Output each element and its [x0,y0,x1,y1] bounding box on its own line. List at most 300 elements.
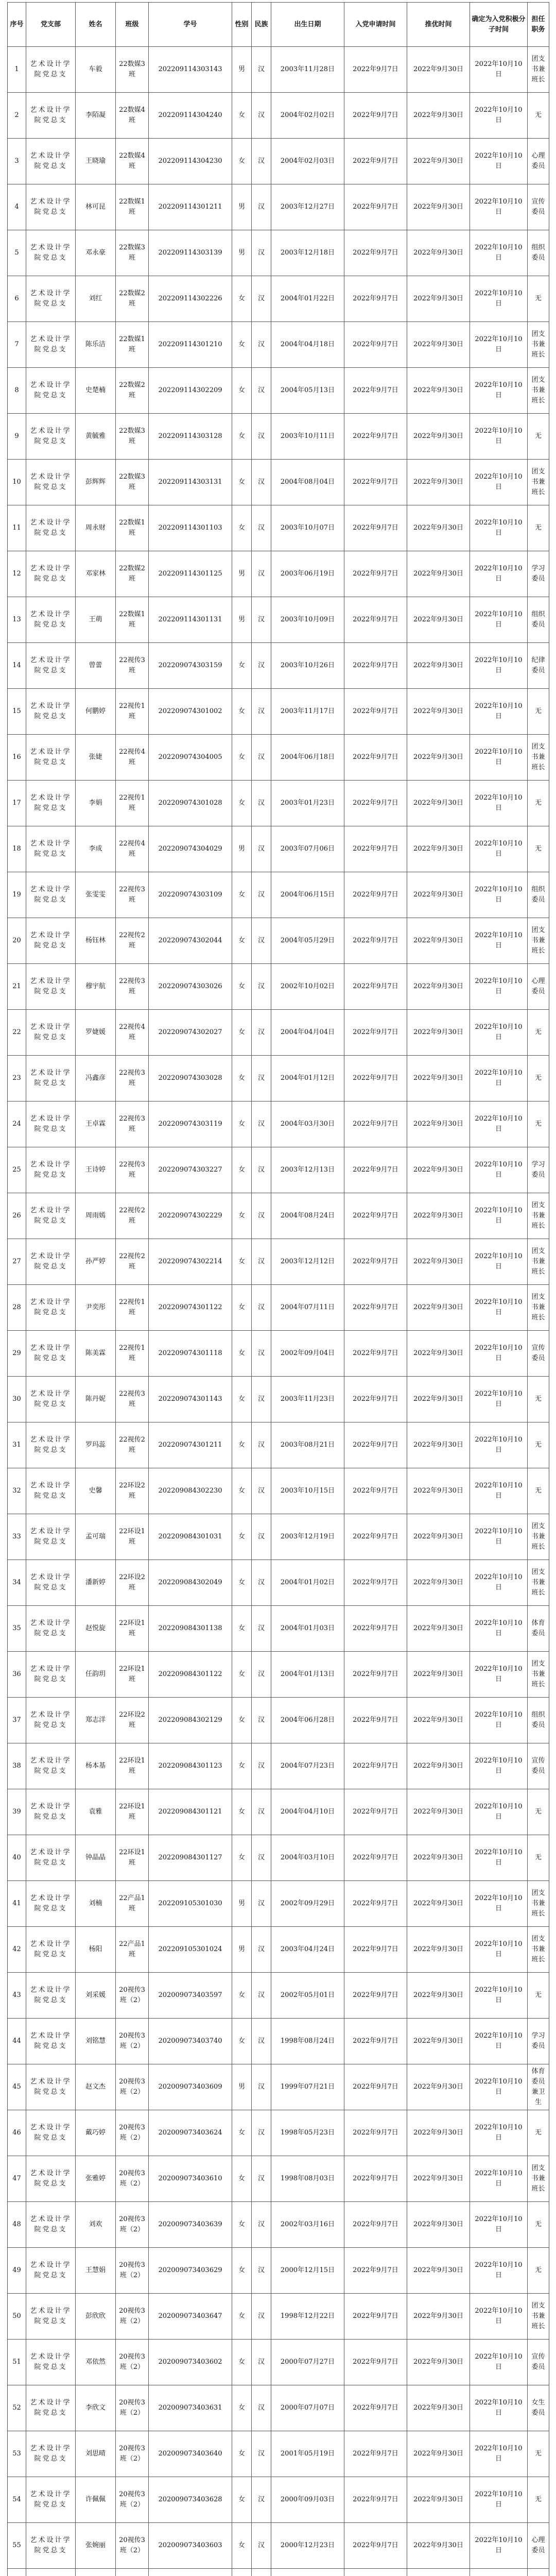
cell-apply-date: 2022年9月7日 [344,414,407,460]
cell-branch: 艺术设计学院党总支 [26,643,76,689]
cell-role: 团支书兼班长 [528,47,549,93]
cell-name: 刘红 [76,276,116,322]
cell-branch: 艺术设计学院党总支 [26,1560,76,1606]
cell-activist-date: 2022年9月30日 [407,1835,470,1881]
cell-activist-date: 2022年9月30日 [407,1606,470,1652]
cell-birth: 2003年06月19日 [271,551,344,597]
cell-gender: 女 [232,2523,252,2569]
cell-student-id: 202209074302027 [149,1010,232,1056]
cell-no: 8 [8,368,26,414]
cell-student-id: 202009073403647 [149,2294,232,2340]
cell-develop-date: 2022年10月10日 [470,597,528,643]
cell-develop-date: 2022年10月10日 [470,1698,528,1743]
cell-activist-date: 2022年9月30日 [407,2064,470,2110]
cell-branch: 艺术设计学院党总支 [26,597,76,643]
cell-role: 团支书兼班长 [528,1285,549,1331]
cell-ethnicity: 汉 [252,505,271,551]
cell-birth: 1998年12月22日 [271,2294,344,2340]
cell-name: 张婕 [76,735,116,781]
cell-student-id: 202009073403639 [149,2202,232,2248]
cell-role: 团支书兼班长 [528,368,549,414]
cell-birth: 2004年04月18日 [271,322,344,368]
cell-develop-date: 2022年10月10日 [470,2202,528,2248]
cell-activist-date: 2022年9月30日 [407,2477,470,2523]
cell-birth: 2004年06月18日 [271,735,344,781]
cell-gender [232,2569,252,2576]
cell-gender: 男 [232,47,252,93]
cell-ethnicity: 汉 [252,2340,271,2385]
cell-no: 49 [8,2248,26,2294]
cell-role: 团支书兼班长 [528,2156,549,2202]
cell-name: 任韵玥 [76,1652,116,1698]
cell-activist-date: 2022年9月30日 [407,1468,470,1514]
cell-gender: 女 [232,964,252,1010]
cell-develop-date: 2022年10月10日 [470,1331,528,1377]
cell-no: 15 [8,689,26,735]
cell-gender: 男 [232,2064,252,2110]
cell-activist-date: 2022年9月30日 [407,1514,470,1560]
cell-name: 穆宇航 [76,964,116,1010]
cell-gender: 女 [232,643,252,689]
cell-student-id: 202209114301131 [149,597,232,643]
cell-ethnicity: 汉 [252,1789,271,1835]
cell-student-id: 202209074301028 [149,781,232,826]
cell-no: 34 [8,1560,26,1606]
cell-class: 20视传3班（2） [116,2385,149,2431]
cell-develop-date: 2022年10月10日 [470,2064,528,2110]
cell-apply-date: 2022年9月7日 [344,505,407,551]
cell-develop-date: 2022年10月10日 [470,1743,528,1789]
cell-develop-date: 2022年10月10日 [470,1560,528,1606]
cell-name [76,2569,116,2576]
cell-ethnicity: 汉 [252,1560,271,1606]
cell-ethnicity: 汉 [252,230,271,276]
cell-birth: 2003年04月24日 [271,1927,344,1973]
cell-branch: 艺术设计学院党总支 [26,1331,76,1377]
cell-develop-date [470,2569,528,2576]
cell-no: 26 [8,1193,26,1239]
cell-birth: 2003年11月28日 [271,47,344,93]
cell-branch: 艺术设计学院党总支 [26,276,76,322]
cell-class: 22环设1班 [116,1789,149,1835]
cell-branch: 艺术设计学院党总支 [26,1010,76,1056]
cell-name: 张雯雯 [76,872,116,918]
cell-gender: 女 [232,368,252,414]
cell-develop-date: 2022年10月10日 [470,139,528,184]
cell-branch: 艺术设计学院党总支 [26,2431,76,2477]
cell-no: 46 [8,2110,26,2156]
cell-gender: 女 [232,1973,252,2019]
cell-class: 22数媒1班 [116,505,149,551]
cell-branch: 艺术设计学院党总支 [26,2202,76,2248]
cell-activist-date: 2022年9月30日 [407,1789,470,1835]
table-row [8,460,549,505]
cell-gender: 女 [232,2156,252,2202]
cell-activist-date: 2022年9月30日 [407,2523,470,2569]
cell-apply-date: 2022年9月7日 [344,2294,407,2340]
cell-apply-date: 2022年9月7日 [344,1743,407,1789]
table-row [8,2385,549,2431]
cell-branch: 艺术设计学院党总支 [26,184,76,230]
cell-class: 20视传3班（2） [116,2477,149,2523]
cell-no: 42 [8,1927,26,1973]
cell-class: 20视传3班（2） [116,2523,149,2569]
cell-apply-date: 2022年9月7日 [344,1881,407,1927]
cell-apply-date: 2022年9月7日 [344,872,407,918]
cell-role [528,2569,549,2576]
cell-activist-date: 2022年9月30日 [407,781,470,826]
cell-activist-date: 2022年9月30日 [407,643,470,689]
cell-class: 22数媒3班 [116,47,149,93]
cell-activist-date: 2022年9月30日 [407,1927,470,1973]
cell-branch: 艺术设计学院党总支 [26,1835,76,1881]
cell-ethnicity: 汉 [252,139,271,184]
cell-class: 22数媒1班 [116,184,149,230]
cell-role: 无 [528,1377,549,1422]
cell-student-id: 202209114301103 [149,505,232,551]
cell-develop-date: 2022年10月10日 [470,643,528,689]
cell-student-id: 202209074303159 [149,643,232,689]
cell-ethnicity: 汉 [252,1973,271,2019]
cell-ethnicity: 汉 [252,2202,271,2248]
cell-class: 22数媒4班 [116,139,149,184]
cell-role: 团支书兼班长 [528,1239,549,1285]
cell-branch: 艺术设计学院党总支 [26,1743,76,1789]
cell-activist-date: 2022年9月30日 [407,735,470,781]
cell-apply-date: 2022年9月7日 [344,2477,407,2523]
cell-ethnicity: 汉 [252,551,271,597]
cell-student-id: 202209114301210 [149,322,232,368]
cell-ethnicity: 汉 [252,93,271,139]
cell-class: 22视传2班 [116,1422,149,1468]
cell-activist-date: 2022年9月30日 [407,1331,470,1377]
cell-develop-date: 2022年10月10日 [470,2156,528,2202]
cell-apply-date: 2022年9月7日 [344,460,407,505]
cell-class: 22数媒2班 [116,551,149,597]
table-row [8,872,549,918]
cell-activist-date: 2022年9月30日 [407,1010,470,1056]
cell-activist-date: 2022年9月30日 [407,47,470,93]
cell-develop-date: 2022年10月10日 [470,2019,528,2064]
cell-student-id: 202209084301122 [149,1652,232,1698]
cell-birth: 2003年10月15日 [271,1468,344,1514]
cell-apply-date: 2022年9月7日 [344,1468,407,1514]
cell-class: 22产品1班 [116,1881,149,1927]
cell-gender: 女 [232,2294,252,2340]
cell-role: 心理委员 [528,2523,549,2569]
cell-class: 22视传1班 [116,781,149,826]
cell-name: 刘楠 [76,1881,116,1927]
cell-gender: 男 [232,230,252,276]
cell-gender: 女 [232,1743,252,1789]
cell-name: 罗玛蕊 [76,1422,116,1468]
cell-apply-date: 2022年9月7日 [344,735,407,781]
cell-student-id: 202009073403602 [149,2340,232,2385]
cell-ethnicity: 汉 [252,1193,271,1239]
cell-apply-date: 2022年9月7日 [344,1606,407,1652]
cell-name: 李陌凝 [76,93,116,139]
cell-apply-date: 2022年9月7日 [344,1147,407,1193]
cell-develop-date: 2022年10月10日 [470,322,528,368]
table-row [8,1101,549,1147]
cell-birth: 2002年05月01日 [271,1973,344,2019]
cell-role: 无 [528,2477,549,2523]
cell-birth: 2002年09月29日 [271,1881,344,1927]
cell-no: 41 [8,1881,26,1927]
cell-apply-date: 2022年9月7日 [344,1285,407,1331]
cell-branch: 艺术设计学院党总支 [26,322,76,368]
cell-no: 21 [8,964,26,1010]
cell-ethnicity: 汉 [252,1652,271,1698]
cell-role: 组织委员 [528,872,549,918]
cell-gender: 男 [232,1881,252,1927]
cell-birth: 2004年05月13日 [271,368,344,414]
table-row [8,276,549,322]
cell-develop-date: 2022年10月10日 [470,1056,528,1101]
cell-student-id: 202209084301121 [149,1789,232,1835]
cell-birth [271,2569,344,2576]
table-row [8,368,549,414]
cell-apply-date: 2022年9月7日 [344,322,407,368]
cell-student-id: 202209074301118 [149,1331,232,1377]
table-row [8,505,549,551]
cell-develop-date: 2022年10月10日 [470,414,528,460]
cell-ethnicity: 汉 [252,826,271,872]
cell-gender: 女 [232,1422,252,1468]
cell-birth: 1998年05月23日 [271,2110,344,2156]
cell-no: 5 [8,230,26,276]
cell-activist-date: 2022年9月30日 [407,1698,470,1743]
cell-birth: 2004年01月02日 [271,1560,344,1606]
cell-no: 2 [8,93,26,139]
header-gender: 性别 [232,3,252,47]
cell-no: 20 [8,918,26,964]
cell-apply-date: 2022年9月7日 [344,643,407,689]
cell-develop-date: 2022年10月10日 [470,505,528,551]
cell-birth: 1999年07月21日 [271,2064,344,2110]
cell-no: 9 [8,414,26,460]
cell-birth: 2004年06月28日 [271,1698,344,1743]
cell-class: 20视传3班（2） [116,2064,149,2110]
table-row [8,1468,549,1514]
cell-apply-date: 2022年9月7日 [344,276,407,322]
cell-ethnicity: 汉 [252,1056,271,1101]
cell-branch: 艺术设计学院党总支 [26,505,76,551]
cell-activist-date: 2022年9月30日 [407,139,470,184]
table-row [8,2156,549,2202]
cell-no: 22 [8,1010,26,1056]
cell-develop-date: 2022年10月10日 [470,689,528,735]
cell-no: 25 [8,1147,26,1193]
cell-branch: 艺术设计学院党总支 [26,1422,76,1468]
cell-develop-date: 2022年10月10日 [470,781,528,826]
table-row [8,643,549,689]
cell-gender: 女 [232,139,252,184]
cell-activist-date: 2022年9月30日 [407,1652,470,1698]
cell-apply-date: 2022年9月7日 [344,551,407,597]
cell-ethnicity: 汉 [252,2064,271,2110]
cell-class: 22环设1班 [116,1514,149,1560]
cell-apply-date: 2022年9月7日 [344,368,407,414]
cell-gender: 女 [232,1239,252,1285]
cell-activist-date: 2022年9月30日 [407,414,470,460]
cell-branch: 艺术设计学院党总支 [26,1056,76,1101]
cell-develop-date: 2022年10月10日 [470,47,528,93]
cell-branch: 艺术设计学院党总支 [26,1468,76,1514]
cell-ethnicity: 汉 [252,276,271,322]
cell-student-id: 202209114304240 [149,93,232,139]
table-row [8,1789,549,1835]
cell-activist-date: 2022年9月30日 [407,2248,470,2294]
cell-activist-date: 2022年9月30日 [407,964,470,1010]
cell-class: 22视传2班 [116,1193,149,1239]
table-row [8,1606,549,1652]
cell-name: 张婉丽 [76,2523,116,2569]
cell-role: 团支书兼班长 [528,1193,549,1239]
cell-ethnicity: 汉 [252,1010,271,1056]
cell-role: 无 [528,2431,549,2477]
cell-ethnicity: 汉 [252,1147,271,1193]
cell-branch: 艺术设计学院党总支 [26,414,76,460]
cell-student-id: 202209114303131 [149,460,232,505]
cell-ethnicity: 汉 [252,322,271,368]
cell-develop-date: 2022年10月10日 [470,1973,528,2019]
cell-student-id: 202209074302044 [149,918,232,964]
cell-apply-date: 2022年9月7日 [344,781,407,826]
cell-apply-date: 2022年9月7日 [344,184,407,230]
cell-class: 22环设2班 [116,1698,149,1743]
table-row [8,1927,549,1973]
header-student-id: 学号 [149,3,232,47]
cell-branch: 艺术设计学院党总支 [26,872,76,918]
table-row [8,1698,549,1743]
cell-birth: 2001年05月19日 [271,2431,344,2477]
cell-branch: 艺术设计学院党总支 [26,1789,76,1835]
cell-develop-date: 2022年10月10日 [470,184,528,230]
cell-class: 22数媒1班 [116,322,149,368]
table-row [8,2569,549,2576]
cell-birth: 2004年07月23日 [271,1743,344,1789]
cell-gender: 女 [232,872,252,918]
cell-ethnicity: 汉 [252,184,271,230]
cell-no: 6 [8,276,26,322]
table-row [8,2248,549,2294]
cell-develop-date: 2022年10月10日 [470,1239,528,1285]
table-row [8,2523,549,2569]
cell-birth: 2003年12月19日 [271,1514,344,1560]
cell-branch: 艺术设计学院党总支 [26,964,76,1010]
cell-ethnicity: 汉 [252,2477,271,2523]
cell-name: 史馨 [76,1468,116,1514]
cell-birth: 2004年01月22日 [271,276,344,322]
cell-role: 无 [528,1973,549,2019]
cell-role: 心理委员 [528,964,549,1010]
table-row [8,551,549,597]
table-row [8,2019,549,2064]
cell-birth: 2004年04月04日 [271,1010,344,1056]
cell-gender: 女 [232,1468,252,1514]
cell-activist-date: 2022年9月30日 [407,2110,470,2156]
table-row [8,1835,549,1881]
cell-branch: 艺术设计学院党总支 [26,1652,76,1698]
cell-develop-date: 2022年10月10日 [470,93,528,139]
cell-student-id: 202209084301123 [149,1743,232,1789]
cell-ethnicity: 汉 [252,1468,271,1514]
cell-name: 陈美霖 [76,1331,116,1377]
cell-gender: 女 [232,1514,252,1560]
cell-apply-date: 2022年9月7日 [344,2202,407,2248]
cell-branch: 艺术设计学院党总支 [26,1881,76,1927]
table-row [8,826,549,872]
cell-student-id: 202209074303109 [149,872,232,918]
cell-birth: 2000年07月07日 [271,2385,344,2431]
cell-name: 李欣文 [76,2385,116,2431]
cell-ethnicity: 汉 [252,1743,271,1789]
cell-activist-date [407,2569,470,2576]
cell-name: 王慧娟 [76,2248,116,2294]
cell-branch: 艺术设计学院党总支 [26,2110,76,2156]
cell-no: 40 [8,1835,26,1881]
cell-role: 团支书兼班长 [528,322,549,368]
cell-role: 团支书兼班长 [528,2294,549,2340]
cell-class: 22视传1班 [116,1331,149,1377]
cell-activist-date: 2022年9月30日 [407,1056,470,1101]
cell-name: 孙严婷 [76,1239,116,1285]
cell-branch: 艺术设计学院党总支 [26,368,76,414]
cell-name: 许佩佩 [76,2477,116,2523]
cell-student-id: 202209114302226 [149,276,232,322]
cell-name: 陈丹妮 [76,1377,116,1422]
cell-ethnicity: 汉 [252,1101,271,1147]
cell-develop-date: 2022年10月10日 [470,2340,528,2385]
cell-gender: 女 [232,1560,252,1606]
cell-branch: 艺术设计学院党总支 [26,2385,76,2431]
cell-activist-date: 2022年9月30日 [407,689,470,735]
table-row [8,1193,549,1239]
cell-branch: 艺术设计学院党总支 [26,1285,76,1331]
cell-role: 心理委员 [528,139,549,184]
cell-student-id: 202209084302049 [149,1560,232,1606]
cell-student-id: 202009073403740 [149,2019,232,2064]
cell-branch: 艺术设计学院党总支 [26,2294,76,2340]
cell-class: 20视传3班（2） [116,2110,149,2156]
cell-gender: 女 [232,1698,252,1743]
cell-branch: 艺术设计学院党总支 [26,826,76,872]
cell-role: 团支书兼班长 [528,1927,549,1973]
cell-activist-date: 2022年9月30日 [407,2294,470,2340]
cell-ethnicity: 汉 [252,2523,271,2569]
cell-gender: 女 [232,460,252,505]
cell-branch: 艺术设计学院党总支 [26,735,76,781]
cell-no: 51 [8,2340,26,2385]
cell-birth: 2003年07月06日 [271,826,344,872]
cell-role: 宣传委员 [528,2340,549,2385]
header-role: 担任职务 [528,3,549,47]
cell-class: 22视传3班 [116,1147,149,1193]
cell-ethnicity: 汉 [252,781,271,826]
cell-activist-date: 2022年9月30日 [407,460,470,505]
cell-birth: 1998年08月24日 [271,2019,344,2064]
cell-gender: 女 [232,93,252,139]
cell-name: 王诗婷 [76,1147,116,1193]
cell-class: 22视传3班 [116,1056,149,1101]
cell-birth: 2004年06月15日 [271,872,344,918]
cell-role: 团支书兼班长 [528,1652,549,1698]
table-row [8,1560,549,1606]
cell-develop-date: 2022年10月10日 [470,1285,528,1331]
cell-develop-date: 2022年10月10日 [470,1652,528,1698]
cell-birth: 2004年08月04日 [271,460,344,505]
